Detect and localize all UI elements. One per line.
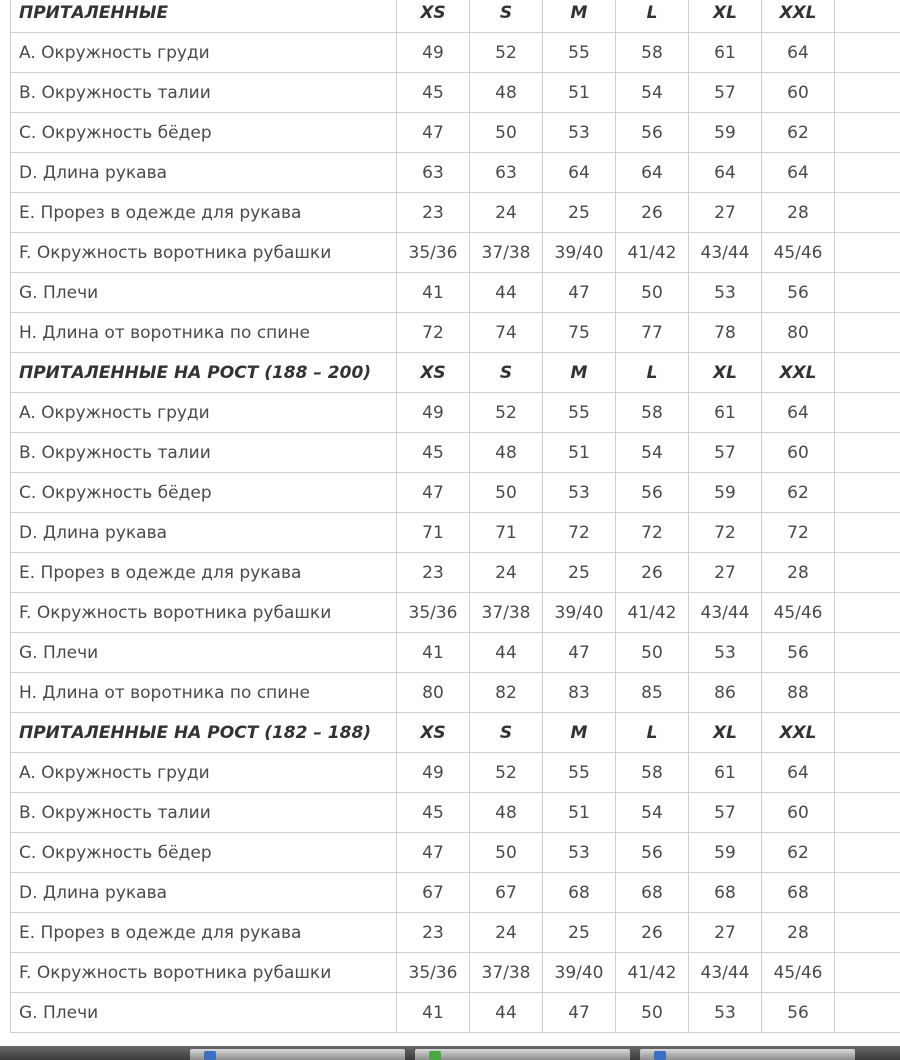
table-row bbox=[11, 953, 900, 993]
measurement-label: D. Длина рукава bbox=[11, 873, 397, 913]
measurement-value: 53 bbox=[543, 113, 616, 153]
measurement-label: G. Плечи bbox=[11, 993, 397, 1033]
measurement-value: 50 bbox=[470, 473, 543, 513]
size-header: XXL bbox=[762, 0, 835, 33]
measurement-value: 23 bbox=[397, 193, 470, 233]
section-header-row bbox=[11, 353, 900, 393]
measurement-value: 28 bbox=[762, 913, 835, 953]
measurement-label: B. Окружность талии bbox=[11, 73, 397, 113]
measurement-value: 59 bbox=[689, 473, 762, 513]
measurement-label: E. Прорез в одежде для рукава bbox=[11, 553, 397, 593]
measurement-value: 44 bbox=[470, 633, 543, 673]
measurement-value: 45 bbox=[397, 433, 470, 473]
measurement-value: 47 bbox=[397, 113, 470, 153]
table-row bbox=[11, 313, 900, 353]
measurement-value: 58 bbox=[616, 753, 689, 793]
taskbar bbox=[0, 1046, 900, 1060]
empty-cell bbox=[835, 433, 900, 473]
table-row bbox=[11, 993, 900, 1033]
measurement-value: 51 bbox=[543, 73, 616, 113]
measurement-value: 54 bbox=[616, 73, 689, 113]
measurement-value: 25 bbox=[543, 553, 616, 593]
measurement-value: 57 bbox=[689, 73, 762, 113]
measurement-value: 47 bbox=[543, 273, 616, 313]
measurement-value: 47 bbox=[397, 833, 470, 873]
measurement-value: 45/46 bbox=[762, 953, 835, 993]
measurement-value: 37/38 bbox=[470, 233, 543, 273]
measurement-label: C. Окружность бёдер bbox=[11, 113, 397, 153]
browser-icon bbox=[429, 1051, 441, 1060]
measurement-value: 23 bbox=[397, 553, 470, 593]
measurement-value: 48 bbox=[470, 73, 543, 113]
size-header: M bbox=[543, 713, 616, 753]
measurement-value: 68 bbox=[543, 873, 616, 913]
measurement-value: 41 bbox=[397, 633, 470, 673]
measurement-value: 48 bbox=[470, 793, 543, 833]
measurement-value: 47 bbox=[543, 633, 616, 673]
measurement-value: 26 bbox=[616, 553, 689, 593]
measurement-value: 71 bbox=[397, 513, 470, 553]
measurement-value: 50 bbox=[616, 633, 689, 673]
measurement-value: 80 bbox=[762, 313, 835, 353]
table-row bbox=[11, 513, 900, 553]
empty-cell bbox=[835, 513, 900, 553]
measurement-value: 62 bbox=[762, 833, 835, 873]
measurement-value: 25 bbox=[543, 193, 616, 233]
measurement-value: 53 bbox=[543, 473, 616, 513]
measurement-value: 72 bbox=[689, 513, 762, 553]
measurement-value: 50 bbox=[470, 113, 543, 153]
size-header: S bbox=[470, 0, 543, 33]
measurement-value: 26 bbox=[616, 193, 689, 233]
taskbar-item[interactable] bbox=[415, 1049, 630, 1060]
measurement-value: 45/46 bbox=[762, 233, 835, 273]
table-row bbox=[11, 593, 900, 633]
measurement-value: 50 bbox=[616, 993, 689, 1033]
size-header: XXL bbox=[762, 353, 835, 393]
measurement-value: 51 bbox=[543, 433, 616, 473]
measurement-value: 41/42 bbox=[616, 953, 689, 993]
empty-cell bbox=[835, 393, 900, 433]
size-header: M bbox=[543, 0, 616, 33]
measurement-value: 55 bbox=[543, 753, 616, 793]
measurement-value: 88 bbox=[762, 673, 835, 713]
measurement-value: 51 bbox=[543, 793, 616, 833]
measurement-value: 71 bbox=[470, 513, 543, 553]
measurement-value: 55 bbox=[543, 393, 616, 433]
measurement-label: A. Окружность груди bbox=[11, 753, 397, 793]
measurement-value: 64 bbox=[762, 393, 835, 433]
measurement-label: A. Окружность груди bbox=[11, 393, 397, 433]
measurement-value: 67 bbox=[397, 873, 470, 913]
size-header: L bbox=[616, 713, 689, 753]
size-header: L bbox=[616, 0, 689, 33]
measurement-value: 63 bbox=[397, 153, 470, 193]
table-row bbox=[11, 833, 900, 873]
size-header: XS bbox=[397, 353, 470, 393]
measurement-value: 45 bbox=[397, 793, 470, 833]
measurement-value: 64 bbox=[689, 153, 762, 193]
table-row bbox=[11, 473, 900, 513]
measurement-value: 72 bbox=[762, 513, 835, 553]
section-title: ПРИТАЛЕННЫЕ НА РОСТ (188 – 200) bbox=[11, 353, 397, 393]
measurement-label: E. Прорез в одежде для рукава bbox=[11, 193, 397, 233]
empty-cell bbox=[835, 473, 900, 513]
empty-cell bbox=[835, 193, 900, 233]
table-row bbox=[11, 153, 900, 193]
empty-cell bbox=[835, 713, 900, 753]
measurement-label: F. Окружность воротника рубашки bbox=[11, 953, 397, 993]
measurement-value: 61 bbox=[689, 33, 762, 73]
table-row bbox=[11, 673, 900, 713]
measurement-value: 53 bbox=[689, 273, 762, 313]
measurement-label: F. Окружность воротника рубашки bbox=[11, 233, 397, 273]
empty-cell bbox=[835, 353, 900, 393]
measurement-value: 64 bbox=[762, 153, 835, 193]
empty-cell bbox=[835, 953, 900, 993]
measurement-value: 41/42 bbox=[616, 233, 689, 273]
measurement-value: 55 bbox=[543, 33, 616, 73]
measurement-value: 28 bbox=[762, 553, 835, 593]
measurement-value: 50 bbox=[470, 833, 543, 873]
table-row bbox=[11, 193, 900, 233]
measurement-value: 23 bbox=[397, 913, 470, 953]
measurement-value: 61 bbox=[689, 393, 762, 433]
empty-cell bbox=[835, 313, 900, 353]
measurement-value: 59 bbox=[689, 833, 762, 873]
measurement-value: 27 bbox=[689, 193, 762, 233]
section-header-row bbox=[11, 713, 900, 753]
table-row bbox=[11, 33, 900, 73]
measurement-value: 77 bbox=[616, 313, 689, 353]
measurement-label: D. Длина рукава bbox=[11, 153, 397, 193]
section-title: ПРИТАЛЕННЫЕ bbox=[11, 0, 397, 33]
measurement-value: 35/36 bbox=[397, 233, 470, 273]
table-row bbox=[11, 393, 900, 433]
measurement-label: G. Плечи bbox=[11, 273, 397, 313]
measurement-value: 24 bbox=[470, 553, 543, 593]
measurement-value: 85 bbox=[616, 673, 689, 713]
measurement-value: 74 bbox=[470, 313, 543, 353]
measurement-value: 72 bbox=[616, 513, 689, 553]
measurement-value: 54 bbox=[616, 433, 689, 473]
measurement-value: 49 bbox=[397, 753, 470, 793]
empty-cell bbox=[835, 753, 900, 793]
empty-cell bbox=[835, 633, 900, 673]
measurement-value: 53 bbox=[543, 833, 616, 873]
measurement-value: 45 bbox=[397, 73, 470, 113]
measurement-value: 57 bbox=[689, 433, 762, 473]
measurement-value: 37/38 bbox=[470, 953, 543, 993]
measurement-value: 41/42 bbox=[616, 593, 689, 633]
measurement-label: C. Окружность бёдер bbox=[11, 473, 397, 513]
measurement-value: 56 bbox=[762, 993, 835, 1033]
section-header-row bbox=[11, 0, 900, 33]
measurement-value: 56 bbox=[762, 273, 835, 313]
measurement-value: 27 bbox=[689, 913, 762, 953]
measurement-value: 24 bbox=[470, 193, 543, 233]
measurement-value: 43/44 bbox=[689, 953, 762, 993]
size-header: XL bbox=[689, 713, 762, 753]
measurement-value: 86 bbox=[689, 673, 762, 713]
measurement-value: 52 bbox=[470, 393, 543, 433]
size-header: L bbox=[616, 353, 689, 393]
size-header: M bbox=[543, 353, 616, 393]
table-row bbox=[11, 913, 900, 953]
measurement-value: 41 bbox=[397, 993, 470, 1033]
taskbar-item[interactable] bbox=[640, 1049, 855, 1060]
measurement-value: 64 bbox=[616, 153, 689, 193]
measurement-label: G. Плечи bbox=[11, 633, 397, 673]
window-icon bbox=[654, 1051, 666, 1060]
measurement-value: 56 bbox=[762, 633, 835, 673]
measurement-value: 41 bbox=[397, 273, 470, 313]
folder-icon bbox=[204, 1051, 216, 1060]
measurement-value: 64 bbox=[762, 33, 835, 73]
measurement-value: 49 bbox=[397, 393, 470, 433]
table-row bbox=[11, 633, 900, 673]
table-row bbox=[11, 273, 900, 313]
size-header: XXL bbox=[762, 713, 835, 753]
measurement-value: 44 bbox=[470, 993, 543, 1033]
measurement-value: 68 bbox=[616, 873, 689, 913]
measurement-value: 39/40 bbox=[543, 233, 616, 273]
measurement-value: 53 bbox=[689, 993, 762, 1033]
measurement-value: 68 bbox=[762, 873, 835, 913]
empty-cell bbox=[835, 273, 900, 313]
section-title: ПРИТАЛЕННЫЕ НА РОСТ (182 – 188) bbox=[11, 713, 397, 753]
measurement-value: 43/44 bbox=[689, 233, 762, 273]
measurement-value: 28 bbox=[762, 193, 835, 233]
size-chart-table bbox=[10, 0, 900, 1033]
measurement-value: 39/40 bbox=[543, 593, 616, 633]
measurement-value: 78 bbox=[689, 313, 762, 353]
measurement-value: 53 bbox=[689, 633, 762, 673]
measurement-value: 60 bbox=[762, 793, 835, 833]
measurement-value: 48 bbox=[470, 433, 543, 473]
measurement-label: H. Длина от воротника по спине bbox=[11, 673, 397, 713]
measurement-value: 44 bbox=[470, 273, 543, 313]
measurement-value: 52 bbox=[470, 753, 543, 793]
measurement-value: 67 bbox=[470, 873, 543, 913]
measurement-value: 60 bbox=[762, 73, 835, 113]
measurement-value: 61 bbox=[689, 753, 762, 793]
table-row bbox=[11, 233, 900, 273]
empty-cell bbox=[835, 73, 900, 113]
measurement-label: B. Окружность талии bbox=[11, 433, 397, 473]
measurement-value: 82 bbox=[470, 673, 543, 713]
measurement-label: D. Длина рукава bbox=[11, 513, 397, 553]
measurement-value: 24 bbox=[470, 913, 543, 953]
table-row bbox=[11, 873, 900, 913]
measurement-value: 35/36 bbox=[397, 953, 470, 993]
size-header: XS bbox=[397, 0, 470, 33]
measurement-value: 56 bbox=[616, 473, 689, 513]
measurement-label: A. Окружность груди bbox=[11, 33, 397, 73]
measurement-value: 58 bbox=[616, 33, 689, 73]
measurement-value: 62 bbox=[762, 473, 835, 513]
empty-cell bbox=[835, 913, 900, 953]
measurement-value: 47 bbox=[397, 473, 470, 513]
empty-cell bbox=[835, 233, 900, 273]
measurement-value: 49 bbox=[397, 33, 470, 73]
measurement-label: H. Длина от воротника по спине bbox=[11, 313, 397, 353]
measurement-value: 83 bbox=[543, 673, 616, 713]
measurement-value: 45/46 bbox=[762, 593, 835, 633]
measurement-value: 25 bbox=[543, 913, 616, 953]
empty-cell bbox=[835, 993, 900, 1033]
measurement-value: 72 bbox=[397, 313, 470, 353]
empty-cell bbox=[835, 593, 900, 633]
size-header: S bbox=[470, 353, 543, 393]
measurement-value: 62 bbox=[762, 113, 835, 153]
taskbar-item[interactable] bbox=[190, 1049, 405, 1060]
measurement-value: 39/40 bbox=[543, 953, 616, 993]
measurement-value: 68 bbox=[689, 873, 762, 913]
measurement-value: 56 bbox=[616, 833, 689, 873]
measurement-value: 26 bbox=[616, 913, 689, 953]
empty-cell bbox=[835, 833, 900, 873]
measurement-label: F. Окружность воротника рубашки bbox=[11, 593, 397, 633]
measurement-label: E. Прорез в одежде для рукава bbox=[11, 913, 397, 953]
measurement-value: 27 bbox=[689, 553, 762, 593]
empty-cell bbox=[835, 873, 900, 913]
measurement-value: 54 bbox=[616, 793, 689, 833]
measurement-value: 64 bbox=[543, 153, 616, 193]
table-row bbox=[11, 73, 900, 113]
measurement-value: 58 bbox=[616, 393, 689, 433]
table-row bbox=[11, 793, 900, 833]
empty-cell bbox=[835, 553, 900, 593]
measurement-value: 72 bbox=[543, 513, 616, 553]
measurement-value: 64 bbox=[762, 753, 835, 793]
measurement-value: 43/44 bbox=[689, 593, 762, 633]
empty-cell bbox=[835, 0, 900, 33]
size-header: XL bbox=[689, 0, 762, 33]
measurement-value: 63 bbox=[470, 153, 543, 193]
empty-cell bbox=[835, 113, 900, 153]
empty-cell bbox=[835, 793, 900, 833]
empty-cell bbox=[835, 33, 900, 73]
measurement-value: 50 bbox=[616, 273, 689, 313]
empty-cell bbox=[835, 153, 900, 193]
measurement-value: 35/36 bbox=[397, 593, 470, 633]
measurement-value: 37/38 bbox=[470, 593, 543, 633]
measurement-label: B. Окружность талии bbox=[11, 793, 397, 833]
size-header: S bbox=[470, 713, 543, 753]
measurement-value: 59 bbox=[689, 113, 762, 153]
table-row bbox=[11, 113, 900, 153]
measurement-value: 60 bbox=[762, 433, 835, 473]
measurement-value: 47 bbox=[543, 993, 616, 1033]
size-header: XS bbox=[397, 713, 470, 753]
table-row bbox=[11, 553, 900, 593]
size-header: XL bbox=[689, 353, 762, 393]
table-row bbox=[11, 433, 900, 473]
measurement-value: 57 bbox=[689, 793, 762, 833]
measurement-label: C. Окружность бёдер bbox=[11, 833, 397, 873]
measurement-value: 75 bbox=[543, 313, 616, 353]
empty-cell bbox=[835, 673, 900, 713]
table-row bbox=[11, 753, 900, 793]
measurement-value: 52 bbox=[470, 33, 543, 73]
measurement-value: 80 bbox=[397, 673, 470, 713]
measurement-value: 56 bbox=[616, 113, 689, 153]
